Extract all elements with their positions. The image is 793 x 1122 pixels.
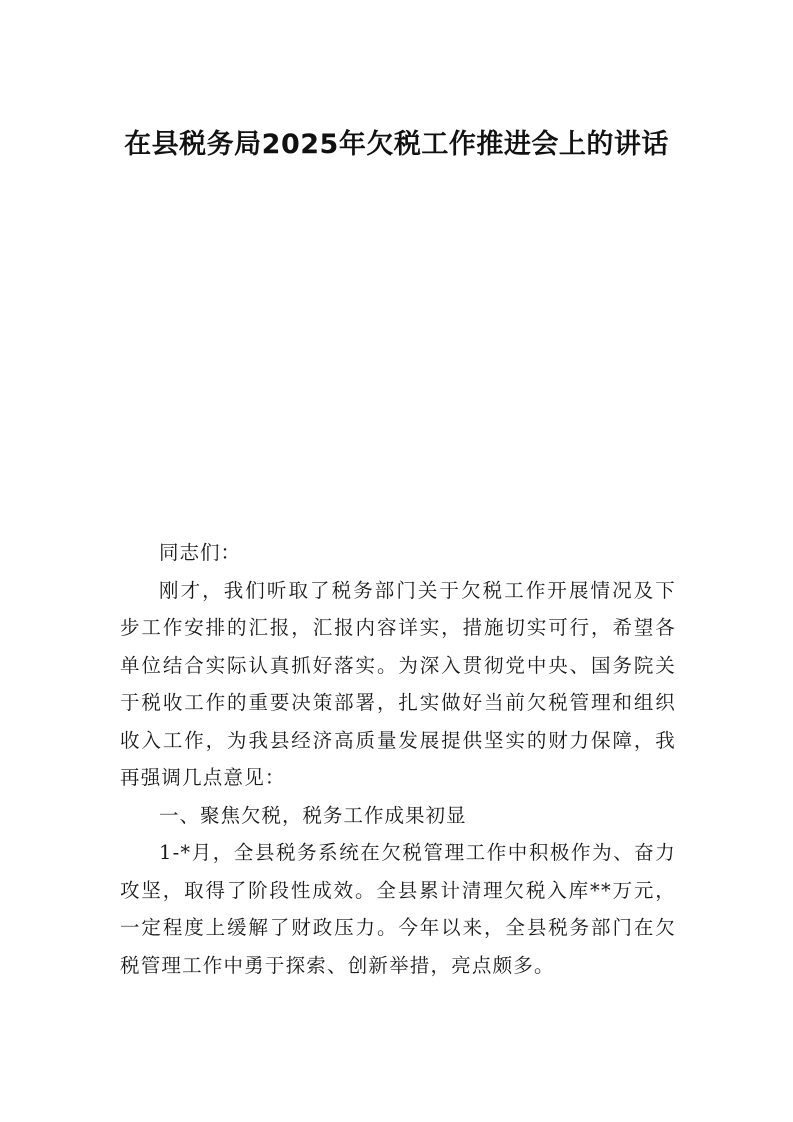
document-title: 在县税务局2025年欠税工作推进会上的讲话 xyxy=(124,129,669,160)
body-paragraph: 刚才，我们听取了税务部门关于欠税工作开展情况及下步工作安排的汇报，汇报内容详实，措施切实可行，希望各单位结合实际认真抓好落实。为深入贯彻党中央、国务院关于税收工作的重要决策部署，扎实做好当前欠税管理和组织收入工作，为我县经济高质量发展提供坚实的财力保障，我再强调几点意见： xyxy=(120,578,676,789)
salutation: 同志们： xyxy=(159,541,242,564)
document-body xyxy=(120,534,676,984)
section-paragraph: 1-*月，全县税务系统在欠税管理工作中积极作为、奋力攻坚，取得了阶段性成效。全县累计清理欠税入库**万元，一定程度上缓解了财政压力。今年以来，全县税务部门在欠税管理工作中勇于探索、创新举措，亮点颇多。 xyxy=(120,841,676,977)
section-heading: 一、聚焦欠税，税务工作成果初显 xyxy=(159,803,467,827)
